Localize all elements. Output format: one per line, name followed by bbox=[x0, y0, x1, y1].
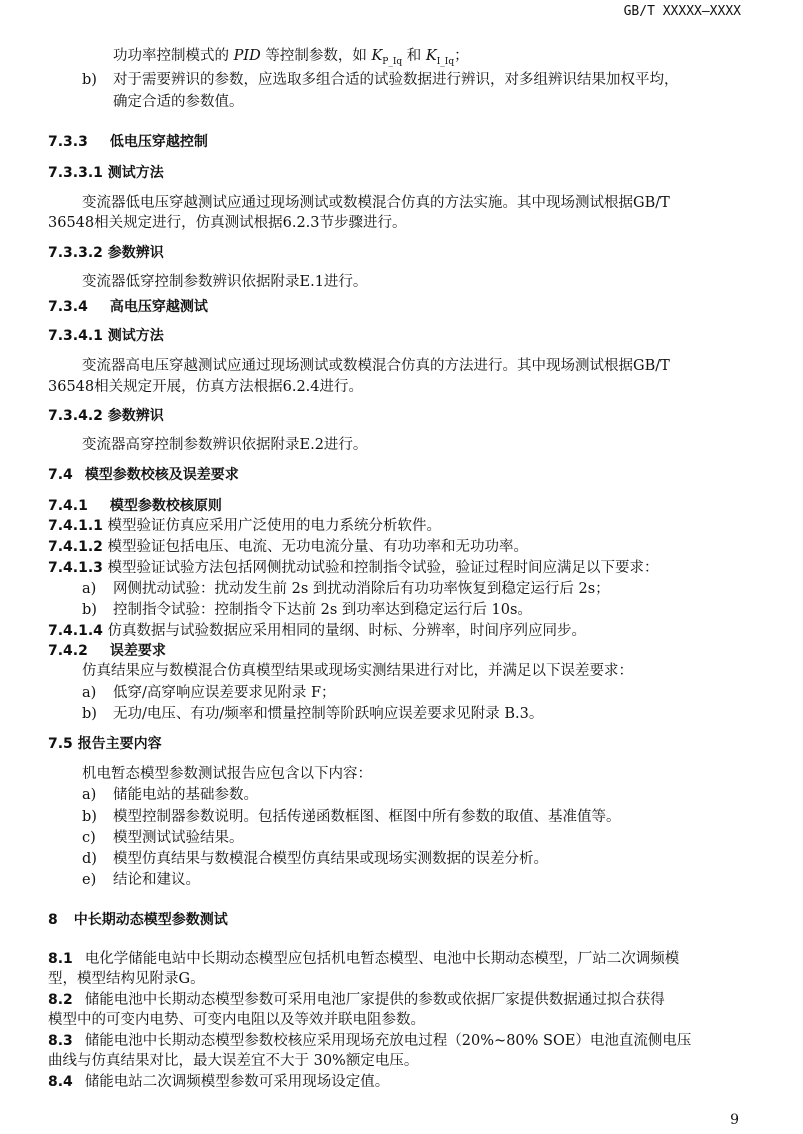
clause-number: 8.3 bbox=[48, 1033, 73, 1049]
list-item-text: 网侧扰动试验：扰动发生前 2s 到扰动消除后有功功率恢复到稳定运行后 2s； bbox=[113, 581, 610, 597]
subsection-number: 7.3.4.2 bbox=[48, 408, 103, 424]
subsection-number: 7.4.1 bbox=[48, 498, 88, 514]
clause-text: 模型验证仿真应采用广泛使用的电力系统分析软件。 bbox=[107, 518, 442, 534]
list-label: a) bbox=[82, 581, 97, 597]
paragraph-line: 36548相关规定开展，仿真方法根据6.2.4进行。 bbox=[48, 379, 364, 395]
clause-number: 7.4.1.1 bbox=[48, 518, 103, 534]
clause-number: 7.4.1.4 bbox=[48, 623, 103, 639]
list-label: b) bbox=[82, 602, 97, 618]
section-title: 报告主要内容 bbox=[77, 736, 162, 752]
section-number: 7.4 bbox=[48, 467, 73, 483]
subsection-title: 参数辨识 bbox=[107, 408, 164, 424]
chapter-heading bbox=[48, 910, 228, 930]
list-item-text: 储能电站的基础参数。 bbox=[113, 787, 258, 803]
clause-line bbox=[48, 537, 528, 557]
subsection-heading bbox=[48, 326, 164, 346]
text-seg: 和 bbox=[402, 48, 426, 64]
clause-text: 储能电池中长期动态模型参数可采用电池厂家提供的参数或依据厂家提供数据通过拟合获得 bbox=[84, 992, 665, 1008]
text-seg: 功功率控制模式的 bbox=[113, 48, 234, 64]
text-seg: 等控制参数，如 bbox=[260, 48, 372, 64]
section-title: 低电压穿越控制 bbox=[109, 134, 208, 150]
list-label: b) bbox=[82, 72, 97, 88]
subsection-title: 模型参数校核原则 bbox=[109, 498, 222, 514]
section-number: 7.3.3 bbox=[48, 134, 88, 150]
clause-text: 模型验证试验方法包括网侧扰动试验和控制指令试验，验证过程时间应满足以下要求： bbox=[107, 560, 659, 576]
list-label: c) bbox=[82, 830, 96, 846]
subsection-heading bbox=[48, 406, 164, 426]
clause-line bbox=[48, 1072, 389, 1092]
subsection-title: 参数辨识 bbox=[107, 245, 164, 261]
list-label: a) bbox=[82, 787, 97, 803]
list-item-text: 低穿/高穿响应误差要求见附录 F； bbox=[113, 685, 336, 701]
subsection-number: 7.3.4.1 bbox=[48, 328, 103, 344]
section-heading bbox=[48, 297, 208, 317]
k1-subscript: P_Iq bbox=[382, 56, 403, 67]
subsection-heading bbox=[48, 641, 166, 661]
paragraph-line: 变流器低穿控制参数辨识依据附录E.1进行。 bbox=[82, 274, 368, 290]
paragraph-line: 变流器高电压穿越测试应通过现场测试或数模混合仿真的方法进行。其中现场测试根据GB/T bbox=[82, 358, 670, 374]
list-item-text: 控制指令试验：控制指令下达前 2s 到功率达到稳定运行后 10s。 bbox=[113, 602, 532, 618]
subsection-title: 误差要求 bbox=[109, 643, 166, 659]
list-label: b) bbox=[82, 706, 97, 722]
section-heading bbox=[48, 465, 239, 485]
clause-line bbox=[48, 621, 586, 641]
list-item-text: 无功/电压、有功/频率和惯量控制等阶跃响应误差要求见附录 B.3。 bbox=[113, 706, 544, 722]
subsection-title: 测试方法 bbox=[107, 328, 164, 344]
clause-text: 储能电池中长期动态模型参数校核应采用现场充放电过程（20%~80% SOE）电池直流侧电压 bbox=[84, 1033, 692, 1049]
paragraph-line: 变流器高穿控制参数辨识依据附录E.2进行。 bbox=[82, 437, 368, 453]
section-title: 高电压穿越测试 bbox=[109, 299, 208, 315]
clause-line bbox=[48, 949, 679, 969]
section-heading bbox=[48, 132, 208, 152]
document-code: GB/T XXXXX—XXXX bbox=[623, 4, 741, 19]
paragraph-line: 仿真结果应与数模混合仿真模型结果或现场实测结果进行对比，并满足以下误差要求： bbox=[82, 663, 633, 679]
list-item-text: 结论和建议。 bbox=[113, 872, 200, 888]
paragraph-line: 变流器低电压穿越测试应通过现场测试或数模混合仿真的方法实施。其中现场测试根据GB/T bbox=[82, 195, 670, 211]
list-label: a) bbox=[82, 685, 97, 701]
list-item-text: 模型测试试验结果。 bbox=[113, 830, 244, 846]
clause-number: 8.4 bbox=[48, 1074, 73, 1090]
clause-line bbox=[48, 516, 441, 536]
section-number: 7.3.4 bbox=[48, 299, 88, 315]
clause-number: 7.4.1.2 bbox=[48, 539, 103, 555]
clause-line bbox=[48, 558, 659, 578]
subsection-title: 测试方法 bbox=[107, 165, 164, 181]
clause-text: 电化学储能电站中长期动态模型应包括机电暂态模型、电池中长期动态模型，厂站二次调频模 bbox=[84, 951, 680, 967]
k1-symbol: K bbox=[371, 48, 383, 64]
subsection-number: 7.3.3.2 bbox=[48, 245, 103, 261]
subsection-heading bbox=[48, 163, 164, 183]
clause-number: 8.2 bbox=[48, 992, 73, 1008]
list-label: e) bbox=[82, 872, 97, 888]
list-label: b) bbox=[82, 809, 97, 825]
clause-continuation: 模型中的可变内电势、可变内电阻以及等效并联电阻参数。 bbox=[48, 1012, 425, 1028]
subsection-heading bbox=[48, 243, 164, 263]
paragraph-line: 机电暂态模型参数测试报告应包含以下内容： bbox=[82, 766, 372, 782]
clause-number: 8.1 bbox=[48, 951, 73, 967]
clause-text: 模型验证包括电压、电流、无功电流分量、有功功率和无功功率。 bbox=[107, 539, 529, 555]
section-number: 7.5 bbox=[48, 736, 73, 752]
page-number: 9 bbox=[730, 1112, 739, 1128]
text-seg: ； bbox=[454, 48, 469, 64]
continued-line bbox=[113, 46, 469, 72]
section-heading bbox=[48, 734, 162, 754]
list-item-text: 确定合适的参数值。 bbox=[113, 94, 244, 110]
clause-continuation: 型，模型结构见附录G。 bbox=[48, 971, 205, 987]
list-item-text: 模型仿真结果与数模混合模型仿真结果或现场实测数据的误差分析。 bbox=[113, 851, 548, 867]
clause-line bbox=[48, 1031, 691, 1051]
k2-symbol: K bbox=[425, 48, 437, 64]
clause-number: 7.4.1.3 bbox=[48, 560, 103, 576]
k2-subscript: I_Iq bbox=[436, 56, 455, 67]
subsection-heading bbox=[48, 496, 222, 516]
clause-text: 仿真数据与试验数据应采用相同的量纲、时标、分辨率，时间序列应同步。 bbox=[107, 623, 587, 639]
clause-line bbox=[48, 990, 665, 1010]
subsection-number: 7.3.3.1 bbox=[48, 165, 103, 181]
list-label: d) bbox=[82, 851, 97, 867]
list-item-text: 对于需要辨识的参数，应选取多组合适的试验数据进行辨识，对多组辨识结果加权平均， bbox=[113, 72, 679, 88]
paragraph-line: 36548相关规定进行，仿真测试根据6.2.3节步骤进行。 bbox=[48, 215, 407, 231]
subsection-number: 7.4.2 bbox=[48, 643, 88, 659]
section-title: 模型参数校核及误差要求 bbox=[84, 467, 239, 483]
clause-continuation: 曲线与仿真结果对比，最大误差宜不大于 30%额定电压。 bbox=[48, 1053, 419, 1069]
chapter-title: 中长期动态模型参数测试 bbox=[73, 912, 228, 928]
pid-term: PID bbox=[233, 48, 261, 64]
clause-text: 储能电站二次调频模型参数可采用现场设定值。 bbox=[84, 1074, 390, 1090]
chapter-number: 8 bbox=[48, 912, 58, 928]
list-item-text: 模型控制器参数说明。包括传递函数框图、框图中所有参数的取值、基准值等。 bbox=[113, 809, 621, 825]
